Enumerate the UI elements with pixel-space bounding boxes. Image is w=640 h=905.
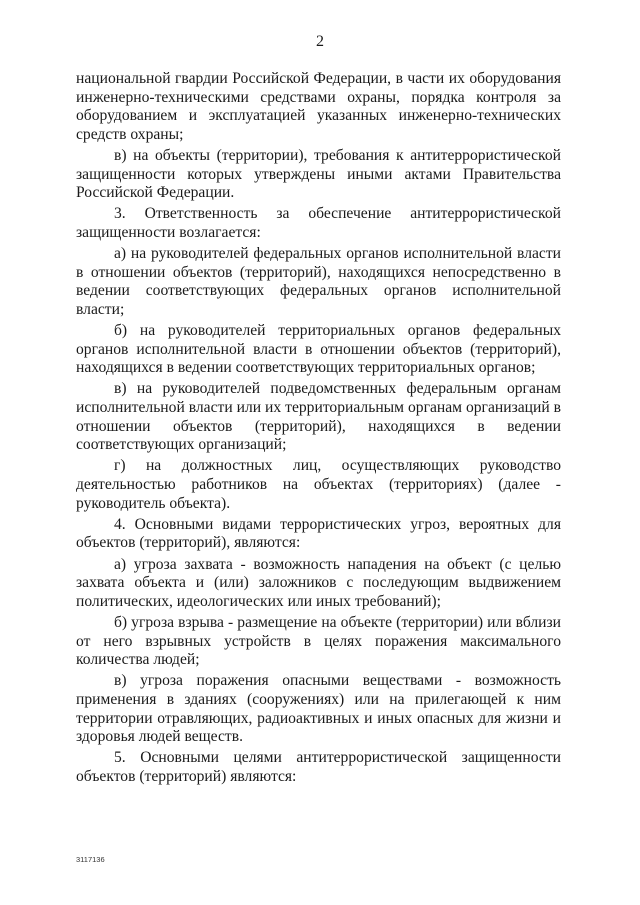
paragraph-item-v: в) угроза поражения опасными веществами - возможность применения в зданиях (сооружениях) или на прилегающей к ним территории отравляющих, радиоактивных и иных опасных для жизни и здоровья людей веществ.: [76, 672, 561, 746]
paragraph-section-4: 4. Основными видами террористических угроз, вероятных для объектов (территорий), являются:: [76, 515, 561, 552]
paragraph-item-a: а) угроза захвата - возможность нападения на объект (с целью захвата объекта и (или) заложников с последующим выдвижением политических, идеологических или иных требований);: [76, 555, 561, 610]
paragraph-item-a: а) на руководителей федеральных органов исполнительной власти в отношении объектов (территорий), находящихся непосредственно в ведении соответствующих федеральных органов исполнительной власти;: [76, 245, 561, 318]
paragraph-item-v: в) на руководителей подведомственных федеральным органам исполнительной власти или их территориальным органам организаций в отношении объектов (территорий), находящихся в ведении соответствующих организаций;: [76, 380, 561, 454]
paragraph-section-3: 3. Ответственность за обеспечение антитеррористической защищенности возлагается:: [76, 205, 561, 241]
page-number: 2: [316, 33, 324, 50]
paragraph-continuation: национальной гвардии Российской Федерации, в части их оборудования инженерно-техническими средствами охраны, порядка контроля за оборудованием и эксплуатацией указанных инженерно-технических средств охраны;: [76, 70, 561, 143]
paragraph-section-5: 5. Основными целями антитеррористической защищенности объектов (территорий) являются:: [76, 749, 561, 785]
document-body: [76, 70, 561, 789]
paragraph-item-b: б) на руководителей территориальных органов федеральных органов исполнительной власти в отношении объектов (территорий), находящихся в ведении соответствующих территориальных органов;: [76, 322, 561, 377]
paragraph-item-g: г) на должностных лиц, осуществляющих руководство деятельностью работников на объектах (территориях) (далее - руководитель объекта).: [76, 457, 561, 512]
paragraph-item-b: б) угроза взрыва - размещение на объекте (территории) или вблизи от него взрывных устройств в целях поражения максимального количества людей;: [76, 613, 561, 669]
document-code: 3117136: [76, 855, 105, 864]
paragraph-item-v: в) на объекты (территории), требования к антитеррористической защищенности которых утверждены иными актами Правительства Российской Федерации.: [76, 146, 561, 202]
